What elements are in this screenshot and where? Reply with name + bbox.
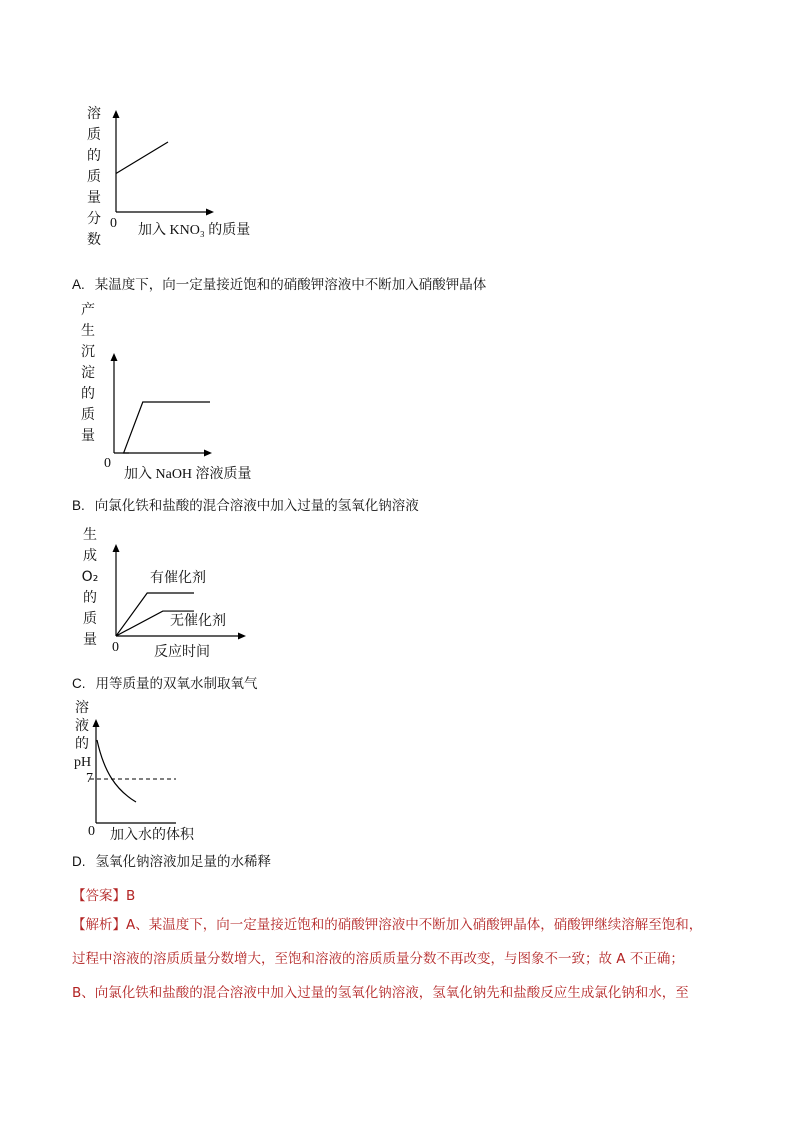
option-a bbox=[72, 273, 486, 293]
y-label-char: 溶 bbox=[87, 106, 101, 122]
y-label-char: 质 bbox=[87, 169, 101, 185]
y-label-char: O₂ bbox=[81, 569, 99, 585]
option-c bbox=[72, 672, 258, 692]
y-axis-arrow bbox=[93, 719, 100, 727]
option-d-letter: D. bbox=[72, 854, 86, 869]
y-axis-arrow bbox=[111, 353, 118, 361]
x-axis-arrow bbox=[204, 450, 212, 457]
y-label-char: 液 bbox=[75, 718, 89, 734]
y-label-char: 沉 bbox=[81, 344, 95, 360]
y-label-char: 质 bbox=[87, 127, 101, 143]
figure-a-x-label: 加入 KNO₃ 的质量 bbox=[138, 223, 251, 238]
y-label-char: 的 bbox=[83, 590, 97, 606]
y-label-char: 量 bbox=[83, 632, 97, 648]
x-axis-arrow bbox=[238, 633, 246, 640]
y-label-char: 量 bbox=[87, 190, 101, 206]
y-axis-arrow bbox=[113, 110, 120, 118]
x-axis-arrow bbox=[206, 209, 214, 216]
y-label-char: 成 bbox=[83, 548, 97, 564]
y-label-char: 的 bbox=[81, 386, 95, 402]
option-d bbox=[72, 850, 271, 870]
option-a-text: 某温度下，向一定量接近饱和的硝酸钾溶液中不断加入硝酸钾晶体 bbox=[94, 277, 487, 293]
y-label-char: 溶 bbox=[75, 700, 89, 716]
figure-a bbox=[80, 100, 280, 260]
explanation bbox=[72, 908, 732, 1010]
figure-c-origin: 0 bbox=[112, 640, 119, 655]
y-label-char: 的 bbox=[75, 736, 89, 752]
figure-d-x-label: 加入水的体积 bbox=[110, 827, 194, 843]
figure-b-origin: 0 bbox=[104, 456, 111, 471]
figure-d-origin: 0 bbox=[88, 824, 95, 839]
series-curve bbox=[97, 740, 136, 802]
option-d-text: 氢氧化钠溶液加足量的水稀释 bbox=[95, 854, 271, 870]
option-b bbox=[72, 494, 419, 514]
option-b-letter: B. bbox=[72, 498, 85, 513]
answer-label: 【答案】 bbox=[72, 888, 126, 904]
explanation-line-3: B、向氯化铁和盐酸的混合溶液中加入过量的氢氧化钠溶液，氢氧化钠先和盐酸反应生成氯化钠和水，至 bbox=[72, 985, 689, 1001]
option-b-text: 向氯化铁和盐酸的混合溶液中加入过量的氢氧化钠溶液 bbox=[94, 498, 419, 514]
figure-a-origin: 0 bbox=[110, 216, 117, 231]
series-line bbox=[124, 402, 210, 453]
figure-b-x-label: 加入 NaOH 溶液质量 bbox=[124, 467, 252, 482]
explanation-line-2: 过程中溶液的溶质质量分数增大，至饱和溶液的溶质质量分数不再改变，与图象不一致；故 A 不正确； bbox=[72, 951, 684, 967]
y-label-char: 量 bbox=[81, 428, 95, 444]
option-c-letter: C. bbox=[72, 676, 86, 691]
figure-d-ph-label: pH bbox=[74, 755, 92, 770]
y-label-char: 分 bbox=[87, 211, 101, 227]
y-label-char: 质 bbox=[83, 611, 97, 627]
y-label-char: 数 bbox=[87, 232, 101, 248]
figure-d bbox=[72, 698, 272, 843]
y-label-char: 产 bbox=[81, 302, 95, 318]
label-without-catalyst: 无催化剂 bbox=[170, 613, 226, 629]
y-label-char: 生 bbox=[83, 527, 97, 543]
series-line bbox=[116, 142, 168, 174]
figure-d-chart bbox=[72, 698, 272, 843]
option-c-text: 用等质量的双氧水制取氧气 bbox=[95, 676, 258, 692]
figure-c-x-label: 反应时间 bbox=[154, 644, 210, 660]
figure-c bbox=[80, 525, 280, 665]
y-label-char: 淀 bbox=[81, 365, 95, 381]
y-axis-arrow bbox=[113, 544, 120, 552]
y-label-char: 的 bbox=[87, 148, 101, 164]
explanation-line-1: 【解析】A、某温度下，向一定量接近饱和的硝酸钾溶液中不断加入硝酸钾晶体，硝酸钾继续溶解至饱和， bbox=[72, 917, 703, 933]
figure-d-y-tick-7: 7 bbox=[86, 771, 93, 786]
option-a-letter: A. bbox=[72, 277, 85, 292]
y-label-char: 质 bbox=[81, 407, 95, 423]
figure-b bbox=[80, 300, 280, 485]
answer-value: B bbox=[126, 888, 136, 904]
answer bbox=[72, 884, 135, 904]
y-label-char: 生 bbox=[81, 323, 95, 339]
label-with-catalyst: 有催化剂 bbox=[150, 570, 206, 586]
explanation-label: 【解析】 bbox=[72, 917, 126, 933]
